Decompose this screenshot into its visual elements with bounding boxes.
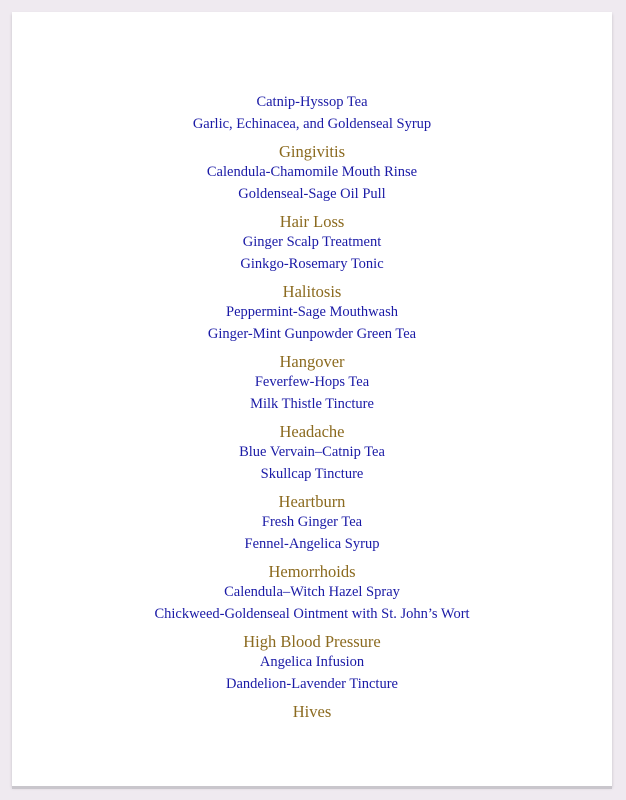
section-heading: Halitosis (282, 282, 342, 301)
remedy-link[interactable]: Angelica Infusion (259, 654, 365, 670)
section-heading: Hair Loss (279, 212, 345, 231)
section-heading: Gingivitis (278, 142, 345, 161)
remedy-link[interactable]: Ginger-Mint Gunpowder Green Tea (207, 325, 417, 342)
section-headache (12, 415, 612, 485)
section-hemorrhoids (12, 555, 612, 625)
remedy-link[interactable]: Calendula-Chamomile Mouth Rinse (206, 164, 418, 180)
remedy-link[interactable]: Milk Thistle Tincture (250, 395, 374, 412)
section-heading: Headache (279, 422, 345, 441)
section-hives (12, 695, 612, 722)
remedy-link[interactable]: Ginger Scalp Treatment (242, 234, 382, 250)
remedy-link[interactable]: Goldenseal-Sage Oil Pull (238, 185, 386, 202)
section-hair-loss (12, 205, 612, 275)
page-bottom-edge (12, 786, 612, 789)
remedy-link[interactable]: Feverfew-Hops Tea (254, 374, 370, 390)
remedy-link[interactable]: Chickweed-Goldenseal Ointment with St. John’s Wort (154, 605, 470, 622)
section-high-blood-pressure (12, 625, 612, 695)
section-heading: Hives (292, 702, 332, 721)
remedy-link[interactable]: Garlic, Echinacea, and Goldenseal Syrup (192, 115, 432, 132)
remedy-index-list (12, 92, 612, 722)
remedy-link[interactable]: Ginkgo-Rosemary Tonic (240, 255, 384, 272)
section-gingivitis (12, 135, 612, 205)
section-heading: Heartburn (278, 492, 346, 511)
remedy-link[interactable]: Fresh Ginger Tea (261, 514, 363, 530)
remedy-link[interactable]: Peppermint-Sage Mouthwash (226, 304, 398, 320)
section-heading: Hangover (279, 352, 345, 371)
remedy-link[interactable]: Calendula–Witch Hazel Spray (224, 584, 400, 600)
document-page (12, 12, 612, 786)
section-halitosis (12, 275, 612, 345)
remedy-link[interactable]: Fennel-Angelica Syrup (244, 535, 380, 552)
section-heading: High Blood Pressure (243, 632, 381, 651)
section-heartburn (12, 485, 612, 555)
remedy-link[interactable]: Skullcap Tincture (260, 465, 364, 482)
remedy-link[interactable]: Catnip-Hyssop Tea (256, 94, 368, 110)
section-heading: Hemorrhoids (268, 562, 356, 581)
remedy-link[interactable]: Blue Vervain–Catnip Tea (239, 444, 385, 460)
remedy-link[interactable]: Dandelion-Lavender Tincture (226, 675, 398, 692)
section-hangover (12, 345, 612, 415)
